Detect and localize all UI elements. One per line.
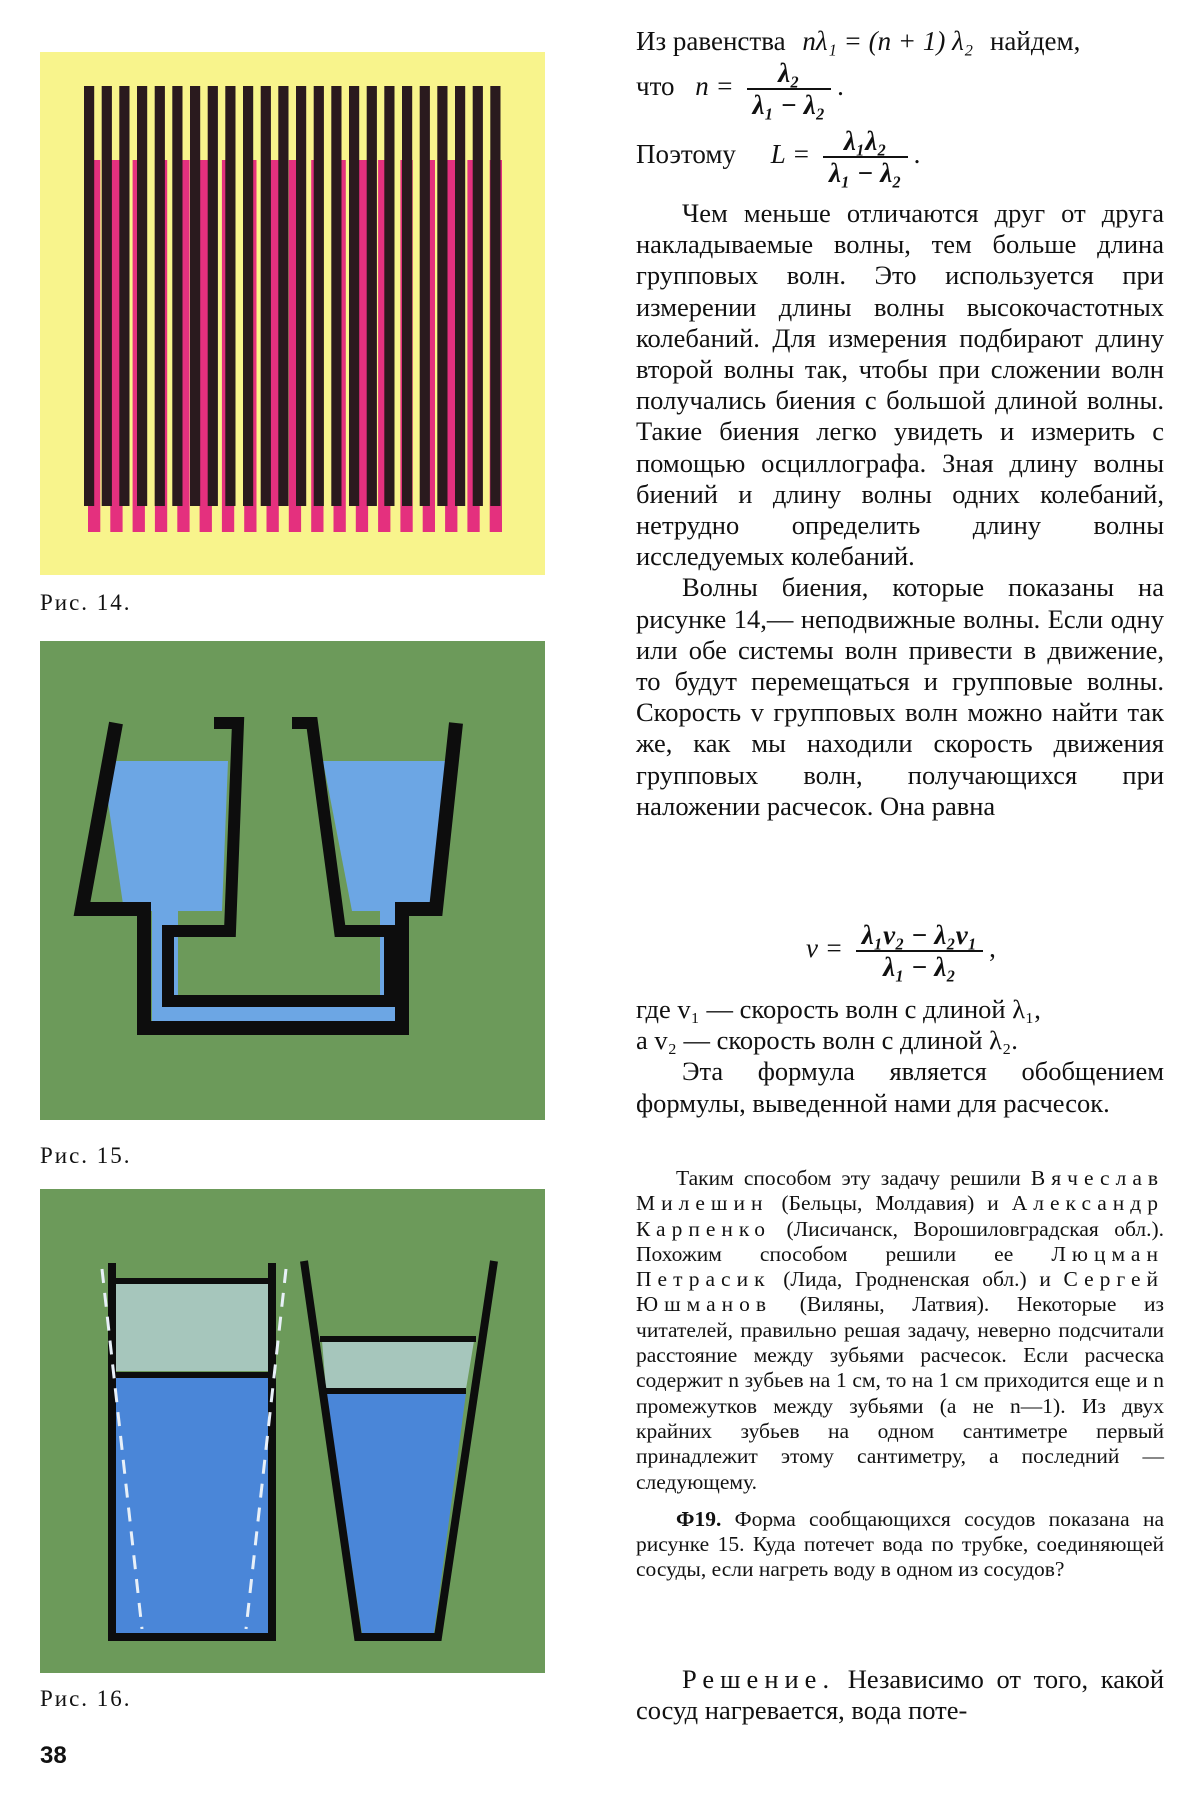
dark-stripe: [367, 86, 377, 506]
dark-stripe: [278, 86, 288, 506]
formula-3-numerator: λ₁λ₂: [823, 126, 908, 158]
left-vessel-water: [102, 761, 228, 911]
small-print-block: [636, 1166, 1164, 1583]
figure-14-caption: Рис. 14.: [40, 590, 132, 615]
paragraph-2: Волны биения, которые показаны на рисунке 14,— неподвижные волны. Если одну или обе системы волн привести в движение, то будут перемещаться и групповые волны. Скорость v групповых волн можно найти так же, как мы находили скорость движения групповых волн, получающихся при наложении расчесок. Она равна: [636, 572, 1164, 821]
dark-stripe: [208, 86, 218, 506]
solution-text: Независимо от того, какой сосуд нагревается, вода поте-: [636, 1664, 1164, 1726]
paragraph-4: Эта формула является обобщением формулы, выведенной нами для расчесок.: [636, 1056, 1164, 1118]
formula-1-tail: найдем,: [989, 26, 1081, 56]
readers-note-part-e: (Виляны, Латвия). Некоторые из читателей, правильно решая задачу, неверно подсчитали расстояние между зубьями расчесок. Если расческа содержит n зубьев на 1 см, то на 1 см приходится еще и n промежутков между зубьями (а не n—1). Из двух крайних зубьев на одном сантиметре первый принадлежит этому сантиметру, а последний — следующему.: [636, 1292, 1165, 1494]
formula-2-numerator: λ₂: [747, 58, 832, 90]
readers-note-part-d: (Лида, Гродненская обл.) и: [783, 1267, 1051, 1292]
formula-2-denominator: λ₁ − λ₂: [752, 90, 826, 120]
formula-3-line: Поэтому L = $\frac{\text{λ₁λ₂}}{\text{λ₁ − λ₂}}$ .: [636, 126, 921, 188]
figure-15-caption: Рис. 15.: [40, 1143, 132, 1168]
dark-stripe: [243, 86, 253, 506]
dark-stripe: [190, 86, 200, 506]
dark-stripe: [225, 86, 235, 506]
dark-stripe: [437, 86, 447, 506]
dark-stripe: [349, 86, 359, 506]
dark-stripe: [331, 86, 341, 506]
left-glass-water: [116, 1377, 268, 1633]
formula-4-fraction: [856, 920, 983, 982]
right-glass-top-layer: [322, 1341, 474, 1389]
dark-stripe: [155, 86, 165, 506]
readers-note-part-c: (Лисичанск, Ворошиловградская обл.). Похожим способом решили ее: [636, 1216, 1165, 1266]
dark-stripe: [119, 86, 129, 506]
dark-stripe: [490, 86, 500, 506]
page-number: 38: [40, 1742, 67, 1769]
formula-2-line: что n = $\frac{\text{λ₂}}{\text{λ₁ − λ₂}}$ .: [636, 58, 844, 120]
formula-1-line: [636, 26, 1080, 57]
readers-note-part-b: (Бельцы, Молдавия) и: [781, 1191, 999, 1216]
paragraph-3a: где v₁ — скорость волн с длиной λ₁,: [636, 994, 1041, 1024]
dark-stripe: [261, 86, 271, 506]
left-glass-top-layer: [116, 1283, 268, 1371]
formula-4-numerator: λ₁v₂ − λ₂v₁: [856, 920, 983, 952]
dark-stripe: [402, 86, 412, 506]
dark-stripe: [420, 86, 430, 506]
solution-label: Решение.: [682, 1664, 836, 1694]
task-f19: [636, 1507, 1164, 1583]
formula-4-lhs: v =: [806, 933, 843, 964]
formula-2-lhs: n =: [695, 71, 734, 102]
paragraph-block-1: [636, 198, 1164, 822]
dark-stripe: [172, 86, 182, 506]
formula-2-fraction: [747, 58, 832, 120]
dark-stripe: [102, 86, 112, 506]
formula-3-fraction: [823, 126, 908, 188]
reader-name-1: Вячеслав Милешин: [636, 1166, 1165, 1216]
figure-16: [40, 1189, 545, 1673]
dark-stripe: [384, 86, 394, 506]
readers-note-part-a: Таким способом эту задачу решили: [676, 1166, 1021, 1190]
solution-block: [636, 1664, 1164, 1726]
dark-stripe: [84, 86, 94, 506]
solution-paragraph: [636, 1664, 1164, 1726]
formula-3-intro: Поэтому: [636, 139, 736, 170]
figure-16-drawing: [40, 1189, 545, 1673]
formula-3-denominator: λ₁ − λ₂: [828, 158, 902, 188]
dark-stripe: [455, 86, 465, 506]
figure-14: [40, 52, 545, 575]
formula-1-expression: nλ₁ = (n + 1) λ₂: [802, 26, 974, 56]
dark-stripe: [314, 86, 324, 506]
paragraph-1: Чем меньше отличаются друг от друга накладываемые волны, тем больше длина групповых волн. Это используется при измерении длины волны высокочастотных колебаний. Для измерения подбирают длину второй волны так, чтобы при сложении волн получались биения с большой длиной волны. Такие биения легко увидеть и измерить с помощью осциллографа. Зная длину волны биений и длину волны одних колебаний, нетрудно определить длину волны исследуемых колебаний.: [636, 198, 1164, 572]
formula-3-lhs: L =: [770, 139, 811, 170]
reader-name-2: Александр Карпенко: [636, 1191, 1164, 1241]
dark-stripe: [473, 86, 483, 506]
formula-2-intro: что: [636, 71, 675, 102]
dark-stripe: [137, 86, 147, 506]
figure-15: [40, 641, 545, 1120]
figure-16-caption: Рис. 16.: [40, 1686, 132, 1711]
formula-4-denominator: λ₁ − λ₂: [883, 952, 956, 982]
reader-name-3: Люцман Петрасик: [636, 1241, 1164, 1292]
reader-name-4: Сергей Юшманов: [636, 1267, 1164, 1317]
task-text: Форма сообщающихся сосудов показана на рисунке 15. Куда потечет вода по трубке, соединяющей сосуды, если нагреть воду в одном из сосудов?: [636, 1506, 1165, 1582]
figure-15-drawing: [40, 641, 545, 1120]
task-label: Ф19.: [676, 1506, 722, 1531]
readers-note: [636, 1166, 1164, 1495]
figure-14-drawing: [40, 52, 545, 575]
paragraph-3b: а v₂ — скорость волн с длиной λ₂.: [636, 1025, 1018, 1056]
formula-4-line: v = $\frac{\text{λ₁v₂ − λ₂v₁}}{\text{λ₁ − λ₂}}$ ,: [806, 920, 996, 982]
dark-stripe: [296, 86, 306, 506]
formula-1-intro: Из равенства: [636, 26, 786, 56]
paragraph-block-2: [636, 994, 1164, 1119]
